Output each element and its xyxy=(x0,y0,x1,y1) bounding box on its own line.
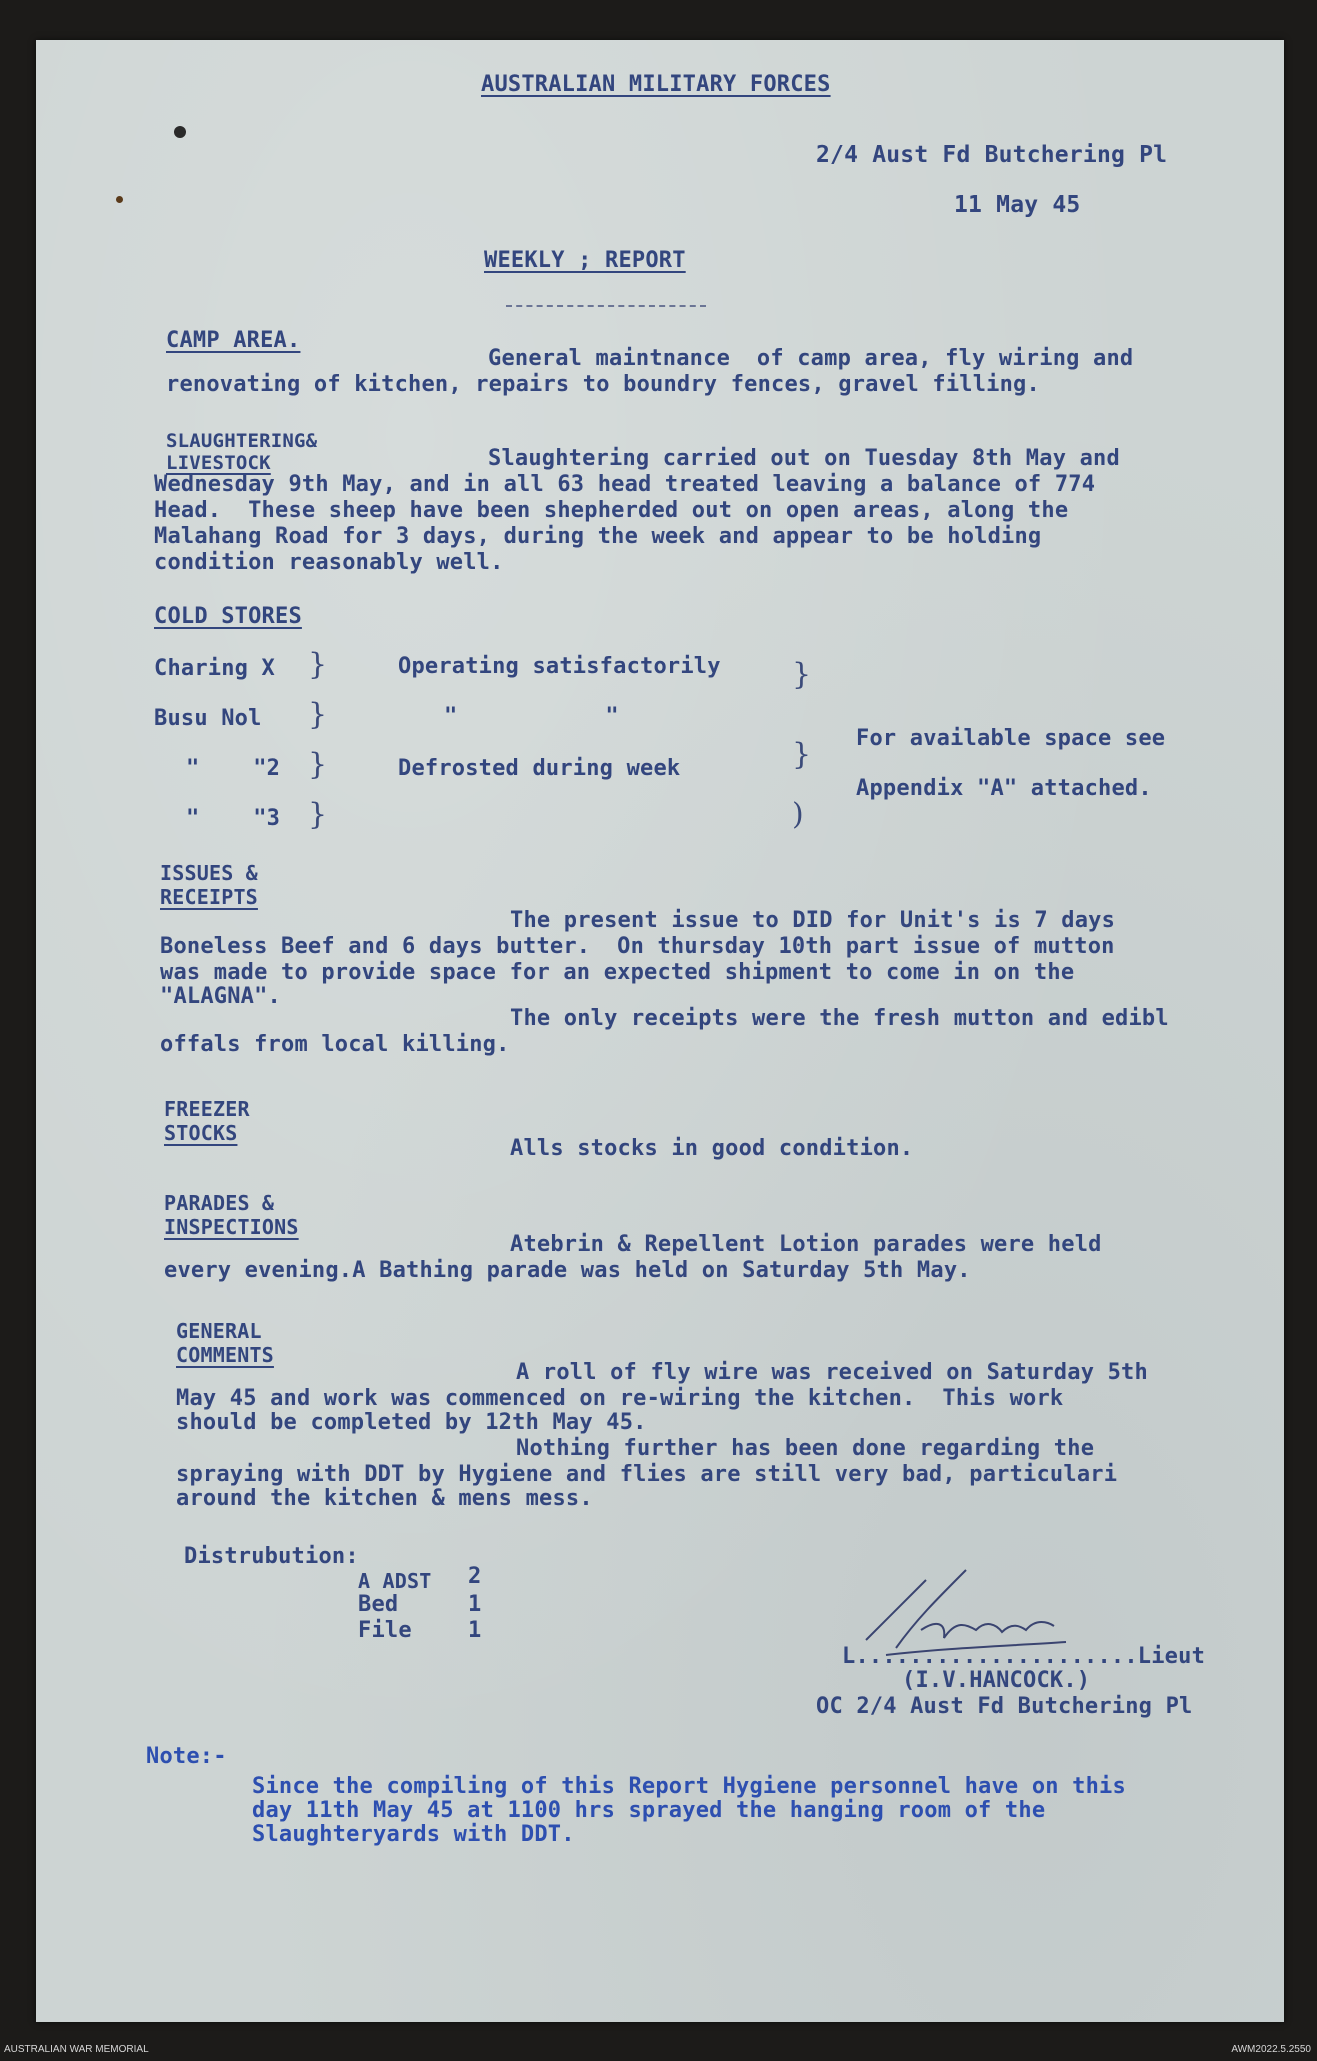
unit-name: 2/4 Aust Fd Butchering Pl xyxy=(816,142,1168,168)
cold-stores-note-1: For available space see xyxy=(856,726,1166,751)
distribution-name-2: Bed xyxy=(358,1592,399,1617)
slaughtering-line-2: Wednesday 9th May, and in all 63 head treated leaving a balance of 774 xyxy=(154,472,1096,497)
slaughtering-heading: SLAUGHTERING& xyxy=(166,430,318,452)
cold-stores-heading: COLD STORES xyxy=(154,604,302,629)
cold-store-status-1: Operating satisfactorily xyxy=(398,654,721,679)
cold-store-status-3: Defrosted during week xyxy=(398,756,681,781)
parades-line-1: Atebrin & Repellent Lotion parades were held xyxy=(510,1232,1102,1257)
slaughtering-line-3: Head. These sheep have been shepherded out on open areas, along the xyxy=(154,498,1069,523)
left-brace-3: } xyxy=(308,747,328,782)
footer-right: AWM2022.5.2550 xyxy=(1231,2044,1311,2055)
org-heading: AUSTRALIAN MILITARY FORCES xyxy=(481,72,831,97)
document-page xyxy=(36,40,1284,2022)
cold-store-status-2: " " xyxy=(444,704,619,729)
general-line-5: spraying with DDT by Hygiene and flies are still very bad, particulari xyxy=(176,1462,1118,1487)
slaughtering-line-5: condition reasonably well. xyxy=(154,550,504,575)
issues-line-5: The only receipts were the fresh mutton and edibl xyxy=(510,1006,1169,1031)
right-brace-1: } xyxy=(792,657,812,692)
left-brace-1: } xyxy=(308,647,328,682)
distribution-count-1: 2 xyxy=(468,1564,482,1589)
right-brace-3: ) xyxy=(792,797,804,832)
title-rule xyxy=(506,305,706,307)
rust-spot-mark xyxy=(116,196,123,203)
report-title: WEEKLY ; REPORT xyxy=(484,248,686,273)
freezer-line: Alls stocks in good condition. xyxy=(510,1136,914,1161)
general-line-6: around the kitchen & mens mess. xyxy=(176,1486,593,1511)
signatory-name: (I.V.HANCOCK.) xyxy=(902,1668,1091,1693)
general-line-4: Nothing further has been done regarding the xyxy=(516,1436,1095,1461)
distribution-label: Distrubution: xyxy=(184,1544,359,1569)
issues-line-2: Boneless Beef and 6 days butter. On thursday 10th part issue of mutton xyxy=(160,934,1115,959)
freezer-heading: FREEZER xyxy=(164,1097,250,1121)
parades-heading: PARADES & xyxy=(164,1191,275,1215)
slaughtering-line-1: Slaughtering carried out on Tuesday 8th May and xyxy=(488,446,1120,471)
issues-heading: ISSUES & xyxy=(160,861,258,885)
camp-area-line-1: General maintnance of camp area, fly wiring and xyxy=(488,346,1134,371)
receipts-heading: RECEIPTS xyxy=(160,885,258,909)
general-line-2: May 45 and work was commenced on re-wiring the kitchen. This work xyxy=(176,1386,1064,1411)
distribution-name-1: A ADST xyxy=(358,1569,432,1593)
distribution-count-3: 1 xyxy=(468,1618,482,1643)
left-brace-4: } xyxy=(308,797,328,832)
signature-line: L.....................Lieut xyxy=(842,1644,1206,1669)
signatory-position: OC 2/4 Aust Fd Butchering Pl xyxy=(816,1694,1193,1719)
camp-area-line-2: renovating of kitchen, repairs to boundry fences, gravel filling. xyxy=(166,372,1040,397)
stocks-heading: STOCKS xyxy=(164,1121,238,1145)
note-label: Note:- xyxy=(146,1744,227,1769)
left-brace-2: } xyxy=(308,697,328,732)
issues-line-6: offals from local killing. xyxy=(160,1032,510,1057)
parades-line-2: every evening.A Bathing parade was held on Saturday 5th May. xyxy=(164,1258,971,1283)
note-line-3: Slaughteryards with DDT. xyxy=(252,1822,575,1847)
livestock-heading: LIVESTOCK xyxy=(166,452,271,474)
cold-store-name-4: " "3 xyxy=(186,806,281,831)
inspections-heading: INSPECTIONS xyxy=(164,1215,299,1239)
comments-heading: COMMENTS xyxy=(176,1343,274,1367)
pin-hole-mark xyxy=(174,126,186,138)
cold-stores-note-2: Appendix "A" attached. xyxy=(856,776,1152,801)
footer-left: AUSTRALIAN WAR MEMORIAL xyxy=(4,2044,149,2055)
distribution-name-3: File xyxy=(358,1618,412,1643)
right-brace-2: } xyxy=(792,737,812,772)
issues-line-4: "ALAGNA". xyxy=(160,984,282,1009)
slaughtering-line-4: Malahang Road for 3 days, during the week and appear to be holding xyxy=(154,524,1042,549)
general-line-3: should be completed by 12th May 45. xyxy=(176,1410,647,1435)
general-line-1: A roll of fly wire was received on Saturday 5th xyxy=(516,1360,1148,1385)
general-heading: GENERAL xyxy=(176,1319,262,1343)
report-date: 11 May 45 xyxy=(954,192,1081,218)
note-line-1: Since the compiling of this Report Hygiene personnel have on this xyxy=(252,1774,1126,1799)
issues-line-3: was made to provide space for an expected shipment to come in on the xyxy=(160,960,1075,985)
note-line-2: day 11th May 45 at 1100 hrs sprayed the hanging room of the xyxy=(252,1798,1046,1823)
cold-store-name-2: Busu Nol xyxy=(154,706,262,731)
distribution-count-2: 1 xyxy=(468,1592,482,1617)
issues-line-1: The present issue to DID for Unit's is 7 days xyxy=(510,908,1116,933)
cold-store-name-3: " "2 xyxy=(186,756,281,781)
camp-area-heading: CAMP AREA. xyxy=(166,328,301,353)
cold-store-name-1: Charing X xyxy=(154,656,276,681)
